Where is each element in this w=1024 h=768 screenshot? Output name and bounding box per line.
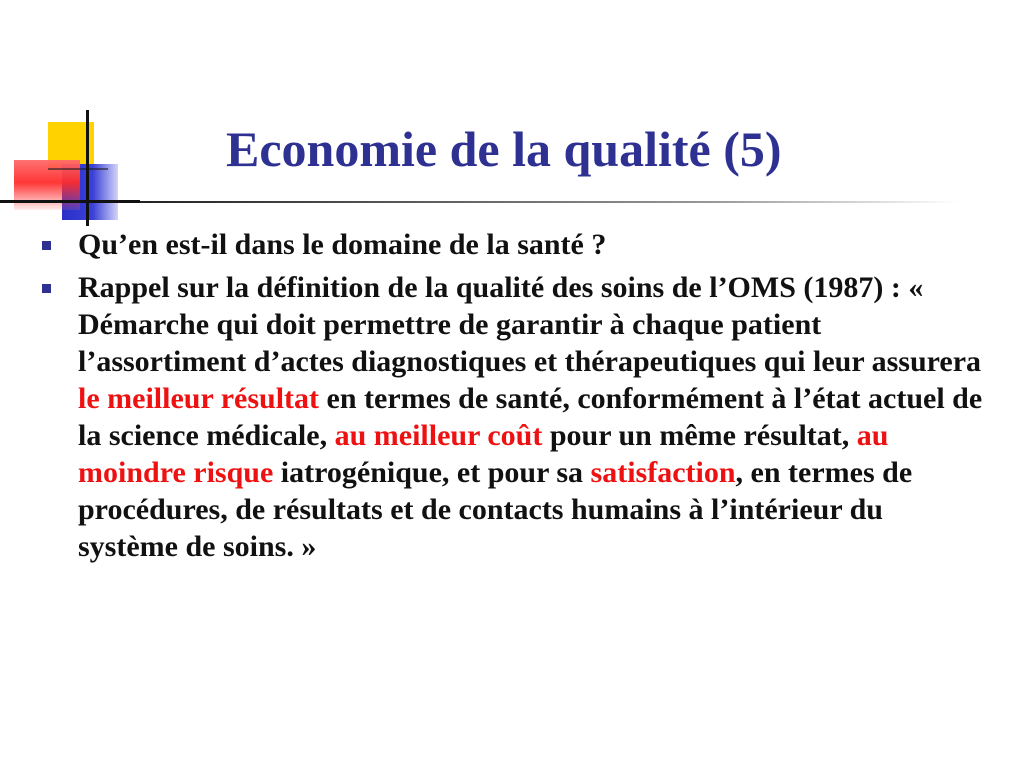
bullet-list bbox=[40, 226, 990, 571]
bullet-text: iatrogénique, et pour sa bbox=[273, 456, 591, 489]
bullet-text: , en termes de procédures, de résultats et de contacts humains à l’intérieur du système de soins. » bbox=[78, 456, 913, 563]
decorative-logo bbox=[0, 0, 160, 240]
slide-title: Economie de la qualité (5) bbox=[226, 121, 782, 177]
highlight-lowest-risk: au moindre risque bbox=[78, 419, 889, 489]
logo-divider bbox=[48, 168, 108, 170]
logo-horizontal-line bbox=[0, 200, 140, 203]
bullet-text: Rappel sur la définition de la qualité des soins de l’OMS (1987) : « Démarche qui doit permettre de garantir à chaque patient l’assortiment d’actes diagnostiques et thérapeutiques qui leur assurera bbox=[78, 271, 982, 378]
highlight-best-result: le meilleur résultat bbox=[78, 382, 320, 415]
bullet-square-icon bbox=[42, 241, 51, 250]
bullet-item-2 bbox=[40, 269, 990, 565]
highlight-best-cost: au meilleur coût bbox=[334, 419, 543, 452]
title-underline bbox=[140, 201, 960, 203]
highlight-satisfaction: satisfaction bbox=[590, 456, 736, 489]
bullet-item-1 bbox=[40, 226, 990, 263]
bullet-text: Qu’en est-il dans le domaine de la santé ? bbox=[78, 228, 607, 261]
bullet-text: pour un même résultat, bbox=[542, 419, 857, 452]
bullet-text: en termes de santé, conformément à l’état actuel de la science médicale, bbox=[78, 382, 983, 452]
bullet-square-icon bbox=[42, 284, 51, 293]
logo-vertical-line bbox=[86, 110, 89, 226]
